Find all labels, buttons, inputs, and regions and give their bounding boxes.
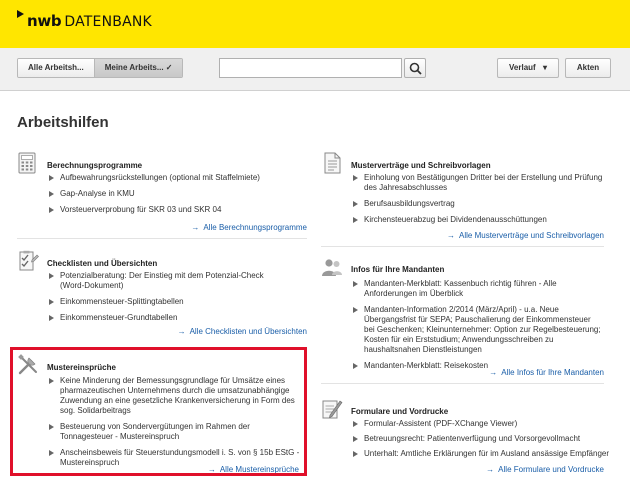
history-dropdown[interactable]	[497, 58, 559, 78]
link-label: Alle Mustereinsprüche	[219, 465, 299, 474]
search-input[interactable]	[219, 58, 402, 78]
section-title: Formulare und Vordrucke	[351, 407, 449, 416]
all-checklists-link[interactable]	[178, 327, 307, 336]
section-title: Mustereinsprüche	[47, 363, 116, 372]
arrow-right-icon: →	[486, 465, 495, 474]
form-pen-icon	[321, 398, 343, 420]
logo-triangle-icon	[17, 10, 24, 18]
files-button[interactable]: Akten	[565, 58, 611, 78]
toolbar	[0, 48, 630, 91]
list-item[interactable]: Einkommensteuer-Grundtabellen	[47, 313, 287, 323]
section-checklisten	[17, 250, 307, 340]
item-list	[351, 279, 603, 371]
section-berechnungsprogramme	[17, 152, 307, 240]
tab-my-arbeitshilfen[interactable]: Meine Arbeits... ✓	[94, 59, 183, 77]
filter-toggle	[17, 58, 183, 78]
search-button[interactable]	[404, 58, 426, 78]
arrow-right-icon: →	[447, 231, 456, 240]
item-list	[47, 173, 260, 215]
section-mustervertraege	[321, 152, 611, 240]
all-forms-link[interactable]	[486, 465, 604, 474]
link-label: Alle Formulare und Vordrucke	[498, 465, 604, 474]
all-calculators-link[interactable]	[191, 223, 307, 232]
section-divider	[321, 383, 604, 384]
list-item[interactable]: Anscheinsbeweis für Steuerstundungsmodell i. S. von § 15b EStG - Mustereinspruch	[47, 448, 301, 468]
arrow-right-icon: →	[489, 368, 498, 377]
section-divider	[17, 238, 307, 239]
list-item[interactable]: Einkommensteuer-Splittingtabellen	[47, 297, 287, 307]
calculator-icon	[17, 152, 39, 174]
list-item[interactable]: Aufbewahrungsrückstellungen (optional mit Staffelmiete)	[47, 173, 260, 183]
tab-all-arbeitshilfen[interactable]: Alle Arbeitsh...	[18, 59, 94, 77]
page-title: Arbeitshilfen	[17, 114, 109, 131]
arrow-right-icon: →	[177, 327, 186, 336]
nwb-logo[interactable]	[17, 10, 152, 30]
arrow-right-icon: →	[191, 223, 200, 232]
list-item[interactable]: Besteuerung von Sondervergütungen im Rahmen der Tonnagesteuer - Mustereinspruch	[47, 422, 301, 442]
list-item[interactable]: Mandanten-Merkblatt: Kassenbuch richtig führen - Alle Anforderungen im Überblick	[351, 279, 603, 299]
list-item[interactable]: Berufsausbildungsvertrag	[351, 199, 603, 209]
all-client-infos-link[interactable]	[489, 368, 604, 377]
section-title: Musterverträge und Schreibvorlagen	[351, 161, 491, 170]
section-title: Infos für Ihre Mandanten	[351, 265, 445, 274]
document-icon	[321, 152, 343, 174]
chevron-down-icon: ▾	[542, 63, 547, 72]
list-item[interactable]: Kirchensteuerabzug bei Dividendenausschüttungen	[351, 215, 603, 225]
item-list	[47, 271, 287, 323]
link-label: Alle Musterverträge und Schreibvorlagen	[459, 231, 604, 240]
list-item[interactable]: Keine Minderung der Bemessungsgrundlage für Umsätze eines pharmazeutischen Unternehmens durch die umsatzunabhängige Zuwendung an eine gesetzliche Krankenversicherung in Form des sog. Solidarbeitrags	[47, 376, 301, 416]
all-templates-link[interactable]	[447, 231, 604, 240]
checklist-icon	[17, 250, 39, 272]
item-list	[351, 419, 611, 459]
arrow-right-icon: →	[207, 465, 216, 474]
list-item[interactable]: Potenzialberatung: Der Einstieg mit dem Potenzial-Check (Word-Dokument)	[47, 271, 287, 291]
search-icon	[409, 62, 422, 75]
people-icon	[321, 256, 343, 278]
list-item[interactable]: Einholung von Bestätigungen Dritter bei der Erstellung und Prüfung des Jahresabschlusses	[351, 173, 603, 193]
list-item[interactable]: Formular-Assistent (PDF-XChange Viewer)	[351, 419, 611, 429]
app-header	[0, 0, 630, 48]
link-label: Alle Infos für Ihre Mandanten	[501, 368, 604, 377]
item-list	[351, 173, 603, 225]
history-label: Verlauf	[509, 63, 536, 72]
list-item[interactable]: Mandanten-Merkblatt: Reisekosten	[351, 361, 603, 371]
list-item[interactable]: Unterhalt: Amtliche Erklärungen für im Ausland ansässige Empfänger	[351, 449, 611, 459]
logo-brand: nwb	[27, 12, 62, 30]
section-mandanten	[321, 256, 611, 386]
link-label: Alle Berechnungsprogramme	[203, 223, 307, 232]
highlight-box	[10, 347, 307, 476]
list-item[interactable]: Betreuungsrecht: Patientenverfügung und Vorsorgevollmacht	[351, 434, 611, 444]
list-item[interactable]: Gap-Analyse in KMU	[47, 189, 260, 199]
link-label: Alle Checklisten und Übersichten	[189, 327, 307, 336]
list-item[interactable]: Mandanten-Information 2/2014 (März/April) - u.a. Neue Übergangsfrist für SEPA; Pauschalierung der Einkommensteuer bei Geschenken; Kleinunternehmer: Option zur Regelbesteuerung; Kosten für ein Erststudium; Anwendungsschreiben zu haushaltsnahen Dienstleistungen	[351, 305, 603, 355]
section-formulare	[321, 398, 611, 478]
section-title: Checklisten und Übersichten	[47, 259, 158, 268]
section-title: Berechnungsprogramme	[47, 161, 143, 170]
section-divider	[321, 246, 604, 247]
list-item[interactable]: Vorsteuerverprobung für SKR 03 und SKR 04	[47, 205, 260, 215]
logo-product: DATENBANK	[64, 14, 152, 30]
